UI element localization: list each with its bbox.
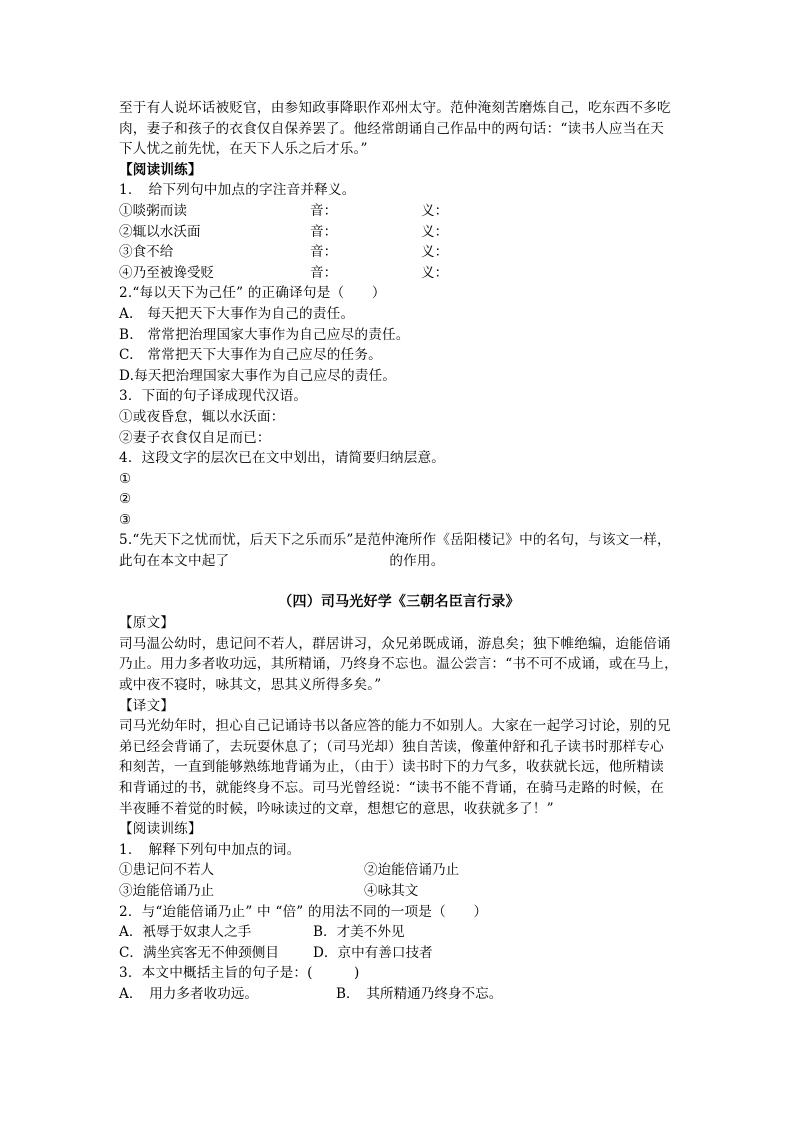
question-4: 4．这段文字的层次已在文中划出，请简要归纳层意。 [119,450,446,467]
q3-item: ①或夜昏怠，辄以水沃面： [119,408,285,425]
section-header: 【阅读训练】 [119,161,202,178]
q1-item-text: ②辄以水沃面 [119,223,201,240]
q1-pair-right: ④咏其文 [364,882,419,899]
question-1: 1． 给下列句中加点的字注音并释义。 [119,182,356,199]
translation-line: 和刻苦，一直到能够熟练地背诵为止，（由于）读书时下的力气多，收获就长远，他所精读 [119,759,664,776]
question-3: 3．本文中概括主旨的句子是：( ) [119,965,360,982]
section-header: 【译文】 [119,697,175,714]
q1-item-text: ①啖粥而读 [119,202,187,219]
q5-text-a: 此句在本文中起了 [119,553,230,570]
section-header: 【原文】 [119,615,175,632]
q2-option-right: B．才美不外见 [313,924,405,941]
option: A. 每天把天下大事作为自己的责任。 [119,305,355,322]
original-line: 司马温公幼时，患记问不若人，群居讲习，众兄弟既成诵，游息矣；独下帷绝编，迨能倍诵 [119,635,671,652]
translation-line: 半夜睡不着觉的时候，吟咏读过的文章，想想它的意思，收获就多了！” [119,800,554,817]
q1-item [119,222,679,243]
q1-item-yi: 义： [421,223,449,240]
q1-pair [119,860,679,881]
q1-item-yin: 音： [310,264,338,281]
section-header: 【阅读训练】 [119,821,202,838]
question-3: 3．下面的句子译成现代汉语。 [119,388,308,405]
q3-option-right: B． 其所精通乃终身不忘。 [336,985,503,1002]
translation-line: 和背诵过的书，就能终身不忘。司马光曾经说：“读书不能不背诵，在骑马走路的时候，在 [119,780,665,796]
q1-item [119,201,679,222]
question-2: 2.“每以天下为己任” 的正确译句是（ ） [119,285,386,302]
q2-pair [119,922,679,943]
q1-item-yin: 音： [310,202,338,219]
q1-item-yi: 义： [421,202,449,219]
original-line: 或中夜不寝时，咏其文，思其义所得多矣。” [119,677,382,694]
q1-item-yin: 音： [310,244,338,261]
q1-pair-left: ①患记问不若人 [119,862,215,879]
q4-item: ② [119,491,132,508]
question-2: 2．与“迨能倍诵乃止” 中 “倍” 的用法不同的一项是（ ） [119,903,488,920]
q1-item-yin: 音： [310,223,338,240]
translation-line: 司马光幼年时，担心自己记诵诗书以备应答的能力不如别人。大家在一起学习讨论，别的兄 [119,718,671,735]
q1-pair-left: ③迨能倍诵乃止 [119,882,215,899]
q1-item-yi: 义： [421,264,449,281]
q1-pair-right: ②迨能倍诵乃止 [364,862,460,879]
q3-item: ②妻子衣食仅自足而已： [119,429,271,446]
option: B. 常常把治理国家大事作为自己应尽的责任。 [119,326,410,343]
q2-pair [119,943,679,964]
translation-line: 弟已经会背诵了，去玩耍休息了；（司马光却）独自苦读，像董仲舒和孔子读书时那样专心 [119,738,664,755]
q1-item [119,263,679,284]
text-column [119,98,679,1005]
question-5-cont [119,551,679,572]
option: D.每天把治理国家大事作为自己应尽的责任。 [119,367,397,384]
q3-option-left: A． 用力多者收功远。 [119,985,258,1002]
section-title: （四）司马光好学《三朝名臣言行录》 [278,593,520,610]
body-line: 下人忧之前先忧，在天下人乐之后才乐。” [119,141,368,158]
question-1: 1． 解释下列句中加点的词。 [119,841,301,858]
q2-option-right: D．京中有善口技者 [313,944,433,961]
q1-item-text: ③食不给 [119,244,174,261]
original-line: 乃止。用力多者收功远，其所精诵，乃终身不忘也。温公尝言：“书不可不成诵，或在马上， [119,656,678,673]
q1-item-yi: 义： [421,244,449,261]
q5-text-b: 的作用。 [389,553,445,570]
q2-option-left: A．衹辱于奴隶人之手 [119,924,252,941]
body-line: 至于有人说坏话被贬官，由参知政事降职作邓州太守。范仲淹刻苦磨炼自己，吃东西不多吃 [119,100,671,116]
question-5: 5.“先天下之忧而忧，后天下之乐而乐”是范仲淹所作《岳阳楼记》中的名句，与该文一样， [119,532,671,549]
option: C. 常常把天下大事作为自己应尽的任务。 [119,347,382,364]
q1-item [119,242,679,263]
q2-option-left: C．满坐宾客无不伸颈侧目 [119,944,279,961]
q1-item-text: ④乃至被谗受贬 [119,264,215,281]
q1-pair [119,881,679,902]
body-line: 肉，妻子和孩子的衣食仅自保养罢了。他经常朗诵自己作品中的两句话：“读书人应当在天 [119,120,665,137]
q3-pair [119,984,679,1005]
q4-item: ③ [119,511,132,528]
q4-item: ① [119,470,132,487]
